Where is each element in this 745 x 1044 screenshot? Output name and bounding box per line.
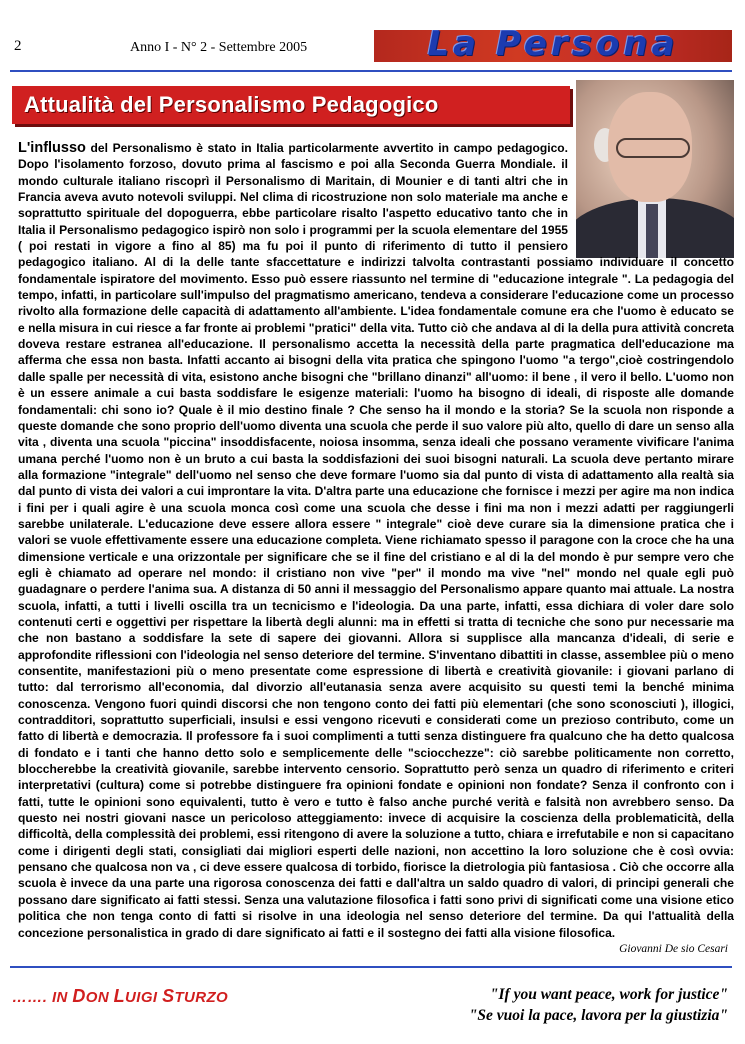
footer-d: D	[72, 986, 86, 1006]
footer-quotes	[400, 984, 728, 1026]
footer-dedication	[12, 986, 228, 1007]
article-title-bar	[12, 86, 570, 124]
photo-spacer	[568, 140, 734, 248]
page-number: 2	[14, 38, 22, 54]
footer-in: IN	[51, 989, 68, 1006]
quote-english: "If you want peace, work for justice"	[489, 986, 728, 1003]
article-lead-word: L'influsso	[18, 140, 86, 156]
footer-dots: …….	[12, 989, 48, 1006]
footer-turzo: TURZO	[174, 989, 229, 1006]
footer-on: ON	[85, 989, 110, 1006]
masthead-title: La Persona	[427, 30, 679, 62]
article-title: Attualità del Personalismo Pedagogico	[24, 92, 439, 117]
footer-l: L	[113, 986, 126, 1006]
article-body	[18, 140, 734, 941]
bottom-rule	[10, 966, 732, 968]
issue-line: Anno I - N° 2 - Settembre 2005	[130, 40, 308, 55]
footer-s: S	[162, 986, 175, 1006]
footer-uigi: UIGI	[125, 989, 158, 1006]
article-text: del Personalismo è stato in Italia particolarmente avvertito in campo pedagogico. Dopo l'isolamento forzoso, dovuto prima al fascismo e poi alla Seconda Guerra Mondiale. il mondo culturale italiano riscoprì il Personalismo di Maritain, di Mounier e di tanti altri che in Francia aveva avuto notevoli sviluppi. Nel clima di ricostruzione non solo materiale ma anche e soprattutto spirituale del dopoguerra, ebbe particolare risalto l'aspetto educativo tanto che in Italia il Personalismo pedagogico ispirò non solo i programmi per la scuola elementare del 1955 ( poi restati in vigore a fino al 85) ma fu poi il punto di riferimento di tutto il pensiero pedagogico italiano. Al di la delle tante sfaccettature e indirizzi talvolta contrastanti possiamo individuare il concetto fondamentale ispiratore del movimento. Esso può essere riassunto nel termine di "educazione integrale ". La pedagogia del tempo, infatti, in particolare sull'impulso del pragmatismo americano, tendeva a considerare l'educazione come un processo rivolto alla formazione delle capacità di adattamento all'ambiente. L'idea fondamentale comune era che l'uomo è educato se e nella misura in cui riesce a far fronte ai problemi "pratici" della vita. Tutto ciò che andava al di la della pura attività concreta doveva restare estranea all'educazione. Il personalismo accetta la necessità della parte pragmatica dell'educazione ma afferma che essa non basta. Infatti accanto ai bisogni della vita pratica che spingono l'uomo "a tergo",cioè costringendolo dalle spalle per necessità di vita, esistono anche bisogni che "brillano dinanzi" all'uomo: il bene , il vero il bello. L'uomo non è un essere animale a cui basta soddisfare le esigenze materiali: l'uomo ha bisogno di ideali, di risposte alle domande fondamentali: chi sono io? Quale è il mio destino finale ? Che senso ha il mondo e la storia? Se la scuola non risponde a queste domande che sono proprio dell'uomo diventa una scuola che perde il suo valore più alto, quello di dare un senso alla vita , diventa una scuola "piccina" insoddisfacente, noiosa insomma, senza ideali che possano veramente vivificare l'anima umana perché l'uomo non è un bruto a cui basta la soddisfazioni dei suoi bisogni naturali. La scuola deve pertanto mirare alla formazione "integrale" dell'uomo nel senso che deve formare l'uomo sia dal punto di vista di adattamento alla realtà sia dal punto di vista dei valori a cui improntare la vita. D'altra parte una educazione che fornisce i mezzi per agire ma non indica i fini per i quali agire è una scuola monca così come una scuola che desse i fini ma non i mezzi adatti per raggiungerli sarebbe unilaterale. L'educazione deve essere allora essere " integrale" cioè deve curare sia la dimensione pratica che i valori se vuole effettivamente essere una educazione completa. Viene richiamato spesso il paragone con la croce che ha una dimensione verticale e una orizzontale per significare che se il fine del cristiano e al di la del mondo è pur sempre vero che egli è chiamato ad operare nel mondo: il cristiano non vive "per" il mondo ma vive "nel" mondo nel quale egli può guadagnare o perdere l'anima sua. A distanza di 50 anni il messaggio del Personalismo appare quanto mai attuale. La nostra scuola, infatti, a tutti i livelli oscilla tra un tecnicismo e l'ideologia. Da una parte, infatti, essa dichiara di voler dare solo contenuti certi e oggettivi per rispettare la libertà degli alunni: ma in effetti si tratta di tecniche che sono pur necessarie ma che non bastano a soddisfare la sete di sapere dei giovanni. Allora si supplisce alla mancanza d'ideali, di serie e approfondite riflessioni con l'ideologia nel senso deteriore del termine. S'inventano dibattiti in classe, assemblee più o meno consentite, manifestazioni più o meno presentate come espressione di libertà e creatività giovanile: i giovani parlano di tutto: dal terrorismo all'economia, dal divorzio all'eutanasia senza avere acquisito su questi temi la benché minima conoscenza. Vengono fuori quindi discorsi che non tengono conto dei fatti più elementari (che sono sconosciuti ), illogici, contradditori, soprattutto superficiali, insulsi e essi vengono ricevuti e considerati come un prezioso contributo, come un fatto di libertà e democrazia. Il professore fa i suoi complimenti a tutti senza distinguere fra qualcuno che ha detto qualcosa di fondato e i tanti che hanno detto solo e semplicemente delle "sciocchezze": ciò sarebbe politicamente non corretto, bloccherebbe la creatività giovanile, sarebbe intervento censorio. Soprattutto però senza un quadro di riferimento e criteri interpretativi (cultura) come si potrebbe distinguere fra opinioni fondate e opinioni non fondate? Senza il confronto con i fatti, tutte le opinioni sono equivalenti, tutto è vero e tutto è falso anche purché verità e falsità non avrebbero senso. Da questo nei nostri giovani nasce un pericoloso atteggiamento: invece di acquisire la coscienza della problematicità, della difficoltà, della complessità dei problemi, essi ritengono di avere la soluzione a tutto, chiara e irrefutabile e non si capacitano come i dirigenti degli stati, consigliati dai migliori esperti delle nazioni, non accettino la loro soluzione che è così ovvia: pensano che qualcosa non va , ci deve essere qualcosa di torbido, fiorisce la dietrologia più fantasiosa . Ciò che occorre alla scuola è invece da una parte una rigorosa conoscenza dei fatti e dall'altra un saldo quadro di valori, di principi generali che possano dare significato ai fatti stessi. Senza una valutazione filosofica i fatti sono privi di significati come una visione etico politica che non tenga conto di fatti si risolve in una ideologia nel senso deteriore del termine. Da qui l'attualità della concezione personalistica in grado di dare significato ai fatti e il sostegno dei fatti alla visione filosofica.	[18, 141, 734, 940]
article-author: Giovanni De sio Cesari	[619, 943, 728, 955]
quote-italian: "Se vuoi la pace, lavora per la giustizia"	[468, 1007, 728, 1024]
masthead	[374, 30, 732, 62]
top-rule	[10, 70, 732, 72]
